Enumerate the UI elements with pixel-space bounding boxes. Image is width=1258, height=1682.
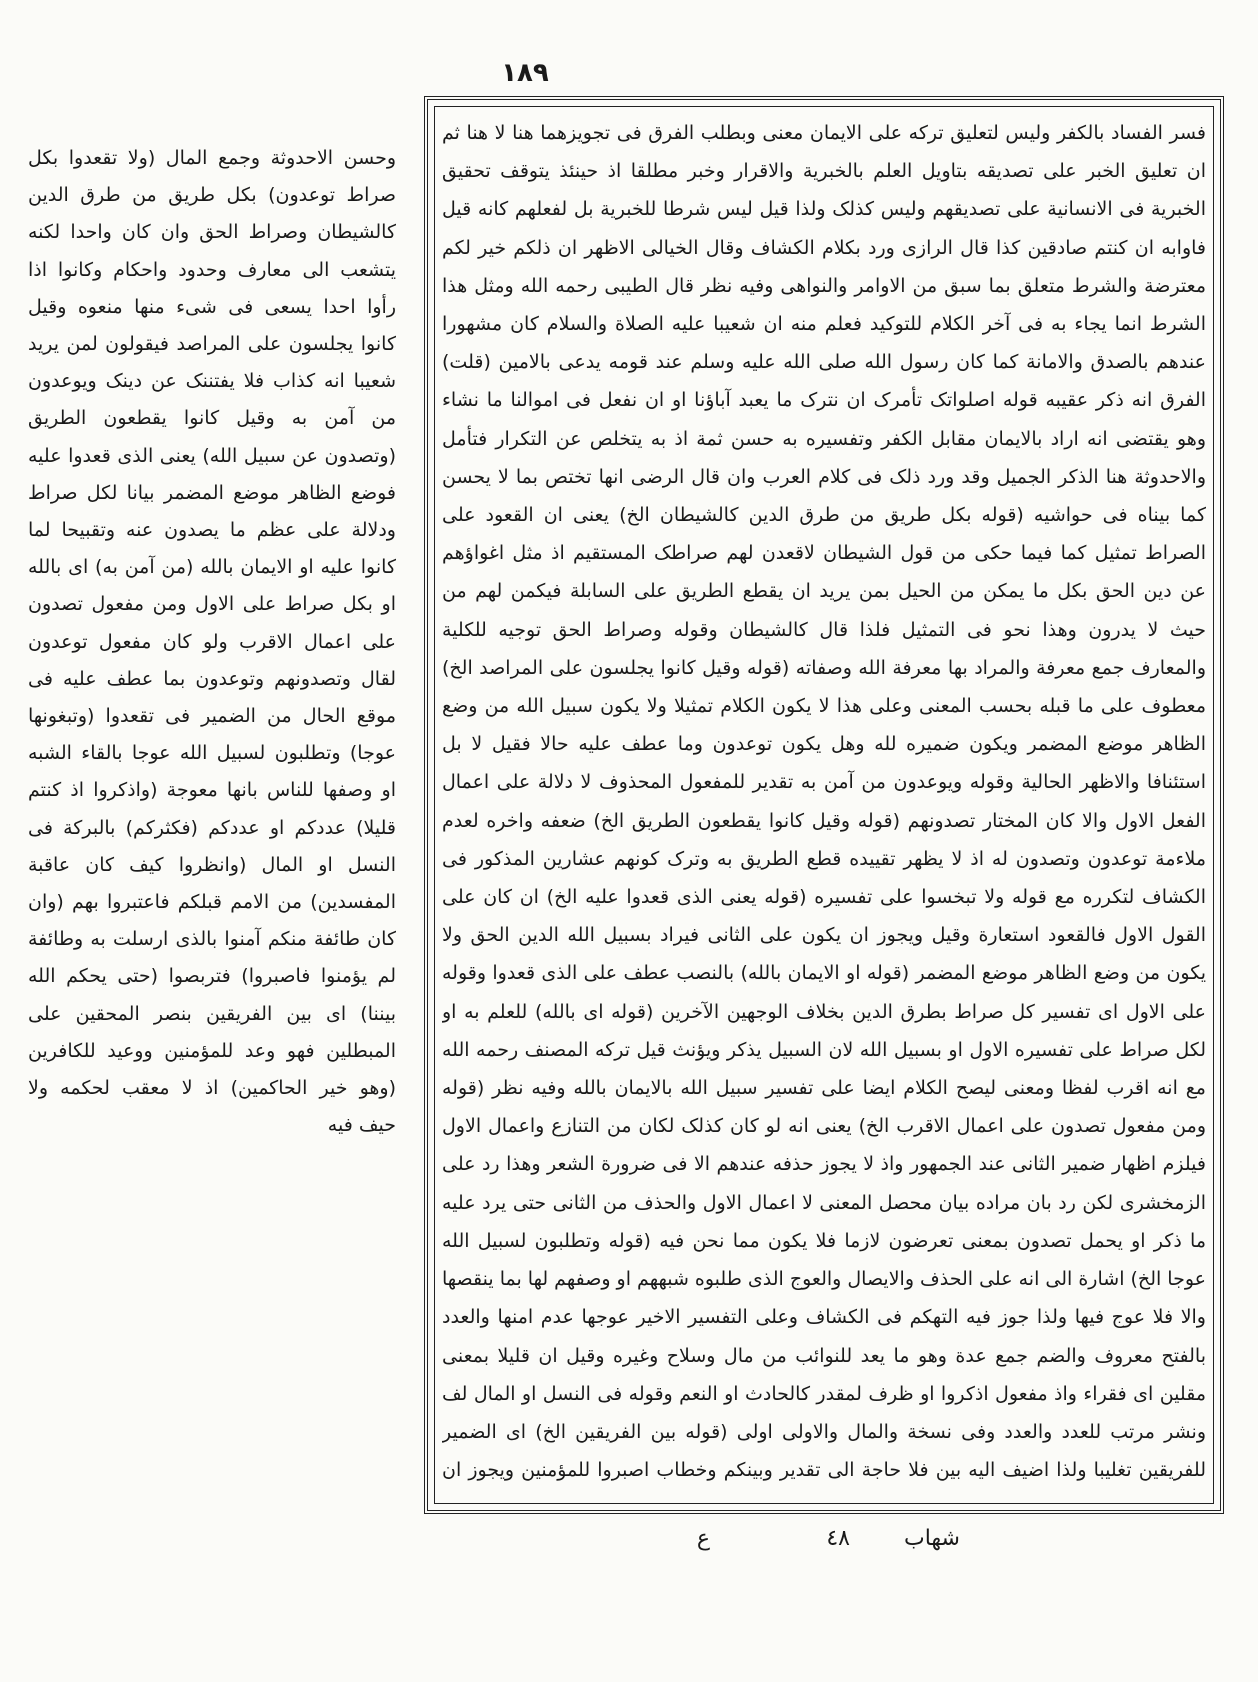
footer-signature-letter: ع [696, 1526, 710, 1551]
page-footer [560, 1526, 960, 1560]
footer-signature-number: ٤٨ [826, 1526, 850, 1551]
page-number: ١٨٩ [501, 58, 549, 88]
footer-signature-name: شهاب [904, 1526, 960, 1551]
main-commentary-text [442, 114, 1206, 1496]
main-commentary-frame [424, 96, 1224, 1514]
main-commentary-paragraph: فسر الفساد بالكفر ولیس لتعلیق ترکه علی الایمان معنی وبطلب الفرق فی تجویزهما هنا لا هنا ثم ان تعلیق الخبر علی تصدیقه بتاویل العلم بالخبریة والاقرار وخبر مطلقا اذ حینئذ یتوقف تحقیق الخبریة فی الانسانیة علی تصدیقهم ولیس کذلک ولذا قیل لیس شرطا للخبریة بل لفعلهم کانه قیل فاوابه ان کنتم صادقین کذا قال الرازی ورد بکلام الکشاف وقال الخیالی الاظهر ان ذلکم خیر لکم معترضة والشرط متعلق بما سبق من الاوامر والنواهی وفیه نظر قال الطیبی رحمه الله ومثل هذا الشرط انما یجاء به فی آخر الکلام للتوکید فعلم منه ان شعیبا علیه الصلاة والسلام کان مشهورا عندهم بالصدق والامانة کما کان رسول الله صلی الله علیه وسلم عند قومه یدعی بالامین (قلت) الفرق انه ذکر عقیبه قوله اصلواتک تأمرک ان نترک ما یعبد آباؤنا او ان نفعل فی اموالنا ما نشاء وهو یقتضی انه اراد بالایمان مقابل الکفر وتفسیره به حسن ثمة اذ به یتخلص عن التکرار فتأمل والاحدوثة هنا الذکر الجمیل وقد ورد ذلک فی کلام العرب وان قال الرضی انها تختص بما لا یحسن کما بیناه فی حواشیه (قوله بکل طریق من طرق الدین کالشیطان الخ) یعنی ان القعود علی الصراط تمثیل کما فیما حکی من قول الشیطان لاقعدن لهم صراطک المستقیم اذ مثل اغواؤهم عن دین الحق بکل ما یمکن من الحیل بمن یرید ان یقطع الطریق علی السابلة فیکمن لهم من حیث لا یدرون وهذا نحو فی التمثیل فلذا قال کالشیطان وقوله وصراط الحق توجیه للکلیة والمعارف جمع معرفة والمراد بها معرفة الله وصفاته (قوله وقیل کانوا یجلسون علی المراصد الخ) معطوف علی ما قبله بحسب المعنی وعلی هذا لا یکون الکلام تمثیلا ولا یکون سبیل الله من وضع الظاهر موضع المضمر ویکون ضمیره لله وهل یکون توعدون وما عطف علیه حالا فقیل لا بل استئنافا والاظهر الحالیة وقوله ویوعدون من آمن به تقدیر للمفعول المحذوف لا دلالة علی اعمال الفعل الاول والا کان المختار تصدونهم (قوله وقیل کانوا یقطعون الطریق الخ) ضعفه واخره لعدم ملاءمة توعدون وتصدون له اذ لا یظهر تقییده قطع الطریق به وترک کونهم عشارین المذکور فی الکشاف لتکرره مع قوله ولا تبخسوا علی تفسیره (قوله یعنی الذی قعدوا علیه الخ) ان کان علی القول الاول فالقعود استعارة وقیل ویجوز ان یکون علی الثانی فیراد بسبیل الله الدین الحق ولا یکون من وضع الظاهر موضع المضمر (قوله او الایمان بالله) بالنصب عطف علی الذی قعدوا وقوله علی الاول ای تفسیر کل صراط بطرق الدین بخلاف الوجهین الآخرین (قوله ای بالله) للعلم به او لکل صراط علی تفسیره الاول او بسبیل الله لان السبیل یذکر ویؤنث قیل ترکه المصنف رحمه الله مع انه اقرب لفظا ومعنی لیصح الکلام ایضا علی تفسیر سبیل الله بالایمان بالله وفیه نظر (قوله ومن مفعول تصدون علی اعمال الاقرب الخ) یعنی انه لو کان کذلک لکان من التنازع واعمال الاول فیلزم اظهار ضمیر الثانی عند الجمهور واذ لا یجوز حذفه عندهم الا فی ضرورة الشعر وهذا رد علی الزمخشری لکن رد بان مراده بیان محصل المعنی لا اعمال الاول والحذف من الثانی حتی یرد علیه ما ذکر او یحمل تصدون بمعنی تعرضون لازما فلا یکون مما نحن فیه (قوله وتطلبون لسبیل الله عوجا الخ) اشارة الی انه علی الحذف والایصال والعوج الذی طلبوه شبههم او وصفهم لها بما ینقصها والا فلا عوج فیها ولذا جوز فیه التهکم فی الکشاف وعلی التفسیر الاخیر عوجها عدم امنها والعدد بالفتح معروف والضم جمع عدة وهو ما یعد للنوائب من مال وسلاح وغیره وقیل ان قلیلا بمعنی مقلین ای فقراء واذ مفعول اذکروا او ظرف لمقدر کالحادث او النعم وقوله فی النسل او المال لف ونشر مرتب للعدد والعدد وفی نسخة والمال والاولی اولی (قوله بین الفریقین الخ) ای الضمیر للفریقین تغلیبا ولذا اضیف الیه بین فلا حاجة الی تقدیر وبینکم وخطاب اصبروا للمؤمنین ویجوز ان [442, 122, 1206, 1482]
marginal-tafsir-paragraph: وحسن الاحدوثة وجمع المال (ولا تقعدوا بکل صراط توعدون) بکل طریق من طرق الدین کالشیطان وصراط الحق وان کان واحدا لکنه یتشعب الی معارف وحدود واحکام وکانوا اذا رأوا احدا یسعی فی شیء منها منعوه وقیل کانوا یجلسون علی المراصد فیقولون لمن یرید شعیبا انه کذاب فلا یفتننک عن دینک ویوعدون من آمن به وقیل کانوا یقطعون الطریق (وتصدون عن سبیل الله) یعنی الذی قعدوا علیه فوضع الظاهر موضع المضمر بیانا لکل صراط ودلالة علی عظم ما یصدون عنه وتقبیحا لما کانوا علیه او الایمان بالله (من آمن به) ای بالله او بکل صراط علی الاول ومن مفعول تصدون علی اعمال الاقرب ولو کان مفعول توعدون لقال وتصدونهم وتوعدون بما عطف علیه فی موقع الحال من الضمیر فی تقعدوا (وتبغونها عوجا) وتطلبون لسبیل الله عوجا بالقاء الشبه او وصفها للناس بانها معوجة (واذکروا اذ کنتم قلیلا) عددکم او عددکم (فکثرکم) بالبرکة فی النسل او المال (وانظروا کیف کان عاقبة المفسدین) من الامم قبلکم فاعتبروا بهم (وان کان طائفة منکم آمنوا بالذی ارسلت به وطائفة لم یؤمنوا فاصبروا) فتربصوا (حتی یحکم الله بیننا) ای بین الفریقین بنصر المحقین علی المبطلین فهو وعد للمؤمنین ووعید للکافرین (وهو خیر الحاکمین) اذ لا معقب لحکمه ولا حیف فیه [28, 147, 396, 1137]
marginal-tafsir-column [28, 140, 396, 1320]
